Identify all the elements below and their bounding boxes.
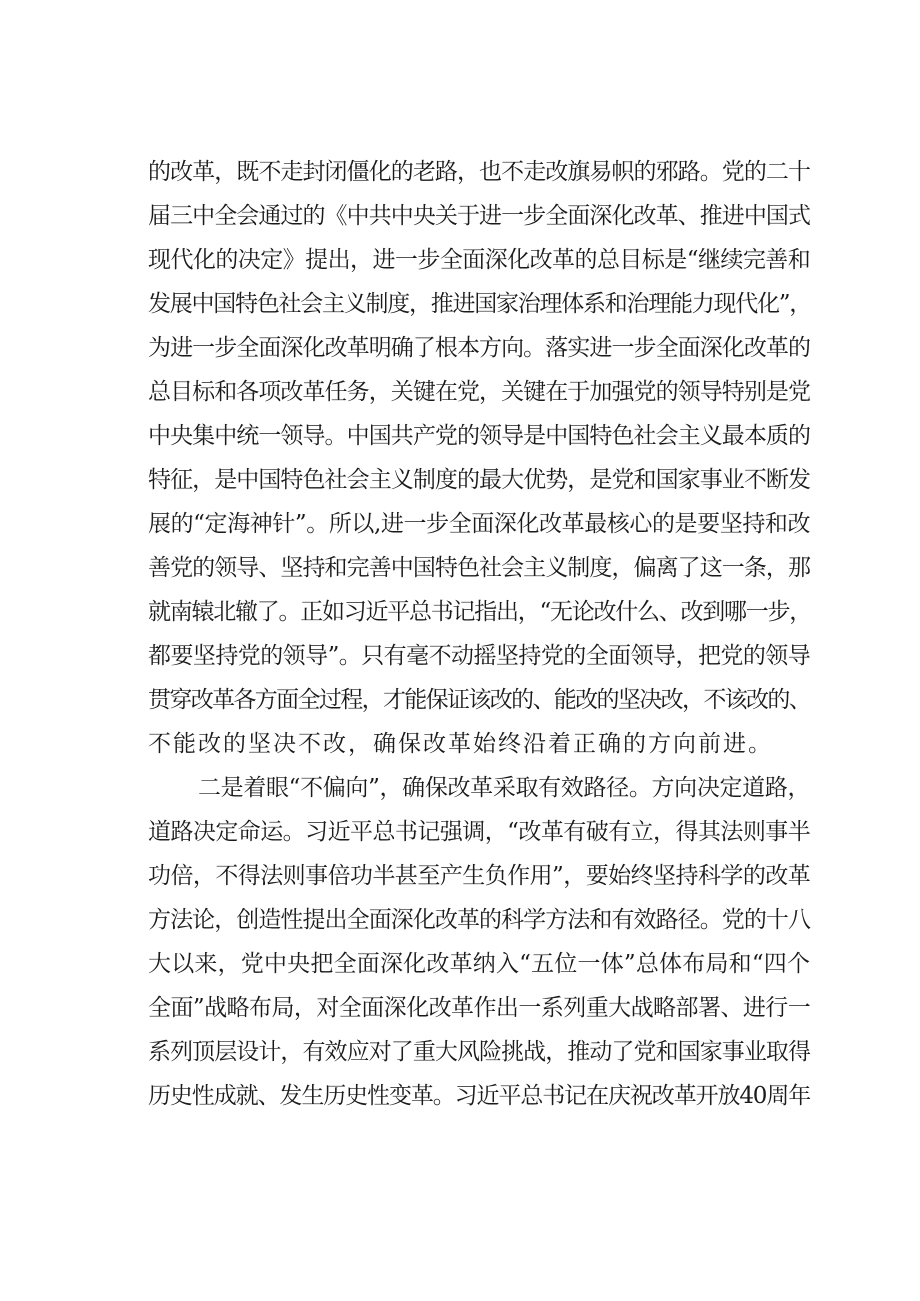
text-line: 历史性成就、发生历史性变革。习近平总书记在庆祝改革开放40周年: [148, 1083, 810, 1109]
text-line: 为进一步全面深化改革明确了根本方向。落实进一步全面深化改革的: [148, 335, 810, 361]
text-line: 中央集中统一领导。中国共产党的领导是中国特色社会主义最本质的: [148, 423, 810, 449]
text-line: 就南辕北辙了。正如习近平总书记指出，“无论改什么、改到哪一步，: [148, 599, 812, 625]
text-line: 善党的领导、坚持和完善中国特色社会主义制度，偏离了这一条，那: [148, 555, 810, 581]
paragraph-2: [148, 766, 810, 1118]
text-line: 二是着眼“不偏向”，确保改革采取有效路径。方向决定道路，: [198, 775, 810, 801]
text-line: 道路决定命运。习近平总书记强调，“改革有破有立，得其法则事半: [148, 819, 810, 845]
text-line: 功倍，不得法则事倍功半甚至产生负作用”，要始终坚持科学的改革: [148, 863, 810, 889]
text-line: 发展中国特色社会主义制度，推进国家治理体系和治理能力现代化”，: [148, 291, 812, 317]
text-line: 的改革，既不走封闭僵化的老路，也不走改旗易帜的邪路。党的二十: [148, 159, 810, 185]
text-line: 总目标和各项改革任务，关键在党，关键在于加强党的领导特别是党: [148, 379, 810, 405]
text-line: 贯穿改革各方面全过程，才能保证该改的、能改的坚决改，不该改的、: [148, 687, 810, 713]
text-line: 特征，是中国特色社会主义制度的最大优势，是党和国家事业不断发: [148, 467, 810, 493]
text-line: 展的“定海神针”。所以,进一步全面深化改革最核心的是要坚持和改: [148, 511, 810, 537]
text-line: 全面”战略布局，对全面深化改革作出一系列重大战略部署、进行一: [148, 995, 810, 1021]
text-line: 不能改的坚决不改，确保改革始终沿着正确的方向前进。: [148, 731, 773, 757]
text-line: 届三中全会通过的《中共中央关于进一步全面深化改革、推进中国式: [148, 203, 810, 229]
paragraph-1: [148, 150, 810, 766]
text-line: 都要坚持党的领导”。只有毫不动摇坚持党的全面领导，把党的领导: [148, 643, 810, 669]
text-line: 系列顶层设计，有效应对了重大风险挑战，推动了党和国家事业取得: [148, 1039, 810, 1065]
text-line: 大以来，党中央把全面深化改革纳入“五位一体”总体布局和“四个: [148, 951, 810, 977]
text-line: 现代化的决定》提出，进一步全面深化改革的总目标是“继续完善和: [148, 247, 810, 273]
text-line: 方法论，创造性提出全面深化改革的科学方法和有效路径。党的十八: [148, 907, 810, 933]
document-body: [148, 150, 810, 1118]
